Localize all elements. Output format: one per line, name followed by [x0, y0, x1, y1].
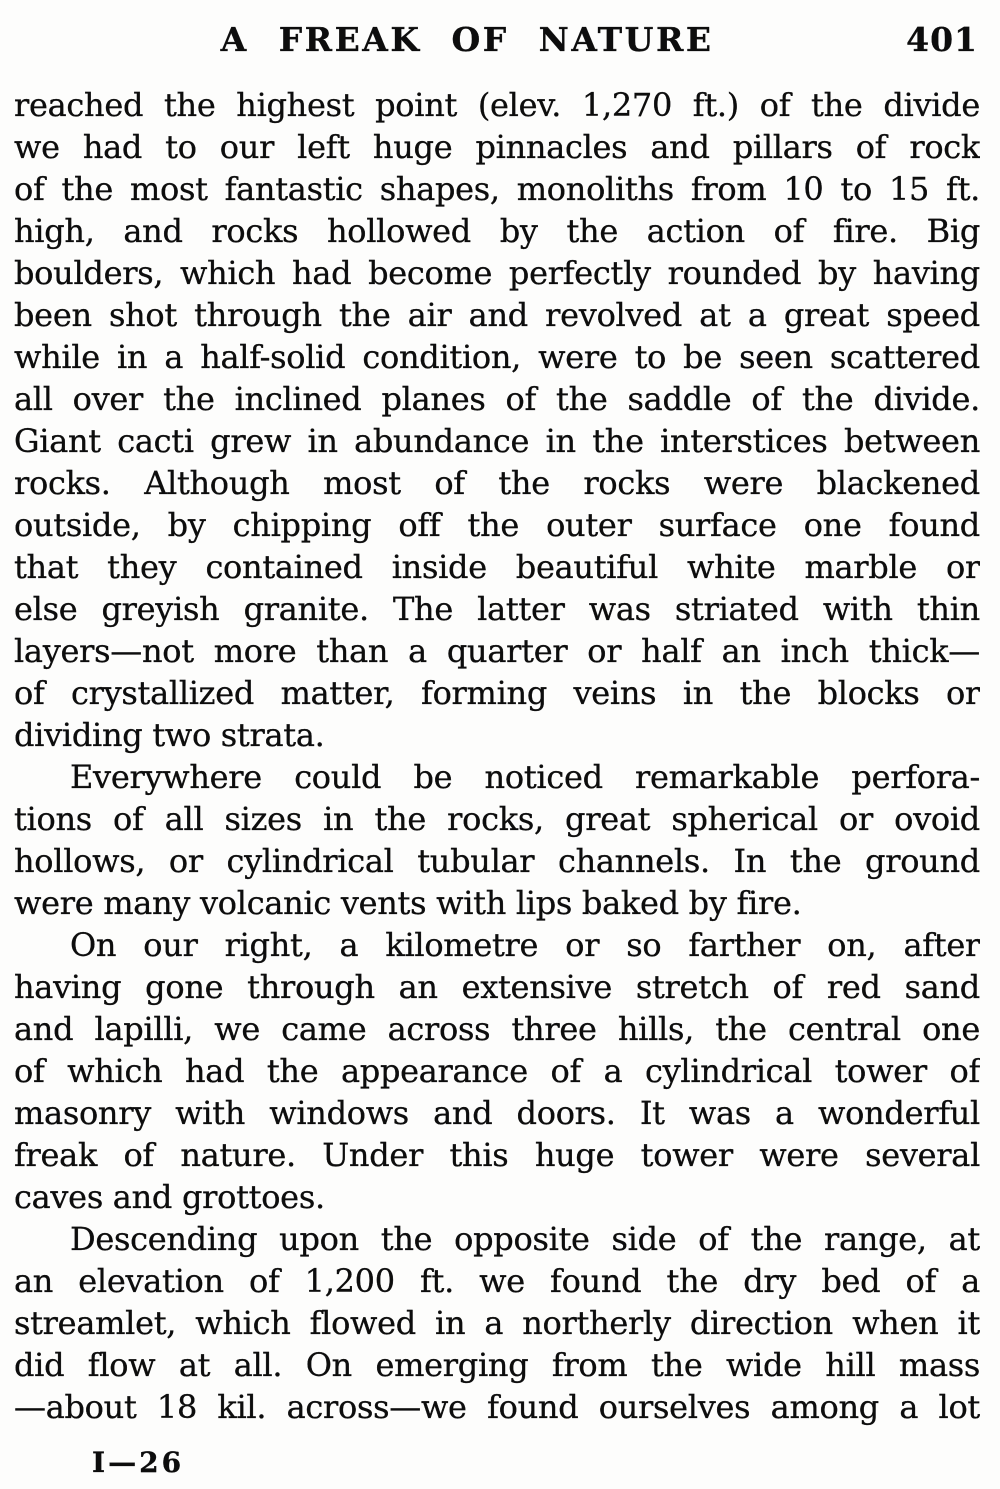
- page-number: 401: [906, 20, 978, 59]
- text-line: been shot through the air and revolved at a great speed: [14, 296, 980, 334]
- text-line: high, and rocks hollowed by the action of fire. Big: [14, 212, 980, 250]
- text-line: reached the highest point (elev. 1,270 ft.) of the divide: [14, 86, 980, 124]
- text-line: freak of nature. Under this huge tower were several: [14, 1136, 980, 1174]
- text-line: and lapilli, we came across three hills, the central one: [14, 1010, 980, 1048]
- text-line: caves and grottoes.: [14, 1178, 325, 1216]
- text-line: masonry with windows and doors. It was a wonderful: [14, 1094, 980, 1132]
- text-line: having gone through an extensive stretch of red sand: [14, 968, 980, 1006]
- text-line: tions of all sizes in the rocks, great spherical or ovoid: [14, 800, 980, 838]
- text-line: were many volcanic vents with lips baked by fire.: [14, 884, 802, 922]
- paragraph: [14, 1218, 980, 1428]
- page-header: [14, 20, 978, 66]
- text-line: we had to our left huge pinnacles and pillars of rock: [14, 128, 980, 166]
- text-line: that they contained inside beautiful white marble or: [14, 548, 980, 586]
- text-line: —about 18 kil. across—we found ourselves among a lot: [14, 1388, 980, 1426]
- running-title: A FREAK OF NATURE: [220, 20, 714, 59]
- text-line: Everywhere could be noticed remarkable perfora-: [70, 758, 980, 796]
- text-line: hollows, or cylindrical tubular channels. In the ground: [14, 842, 980, 880]
- paragraph: [14, 756, 980, 924]
- signature-mark: I—26: [92, 1446, 185, 1479]
- text-line: an elevation of 1,200 ft. we found the dry bed of a: [14, 1262, 980, 1300]
- text-line: layers—not more than a quarter or half an inch thick—: [14, 632, 980, 670]
- text-line: boulders, which had become perfectly rounded by having: [14, 254, 980, 292]
- text-line: Descending upon the opposite side of the range, at: [70, 1220, 980, 1258]
- text-line: On our right, a kilometre or so farther on, after: [70, 926, 980, 964]
- page-body-text: [14, 84, 980, 1428]
- text-line: Giant cacti grew in abundance in the interstices between: [14, 422, 980, 460]
- text-line: else greyish granite. The latter was striated with thin: [14, 590, 980, 628]
- text-line: all over the inclined planes of the saddle of the divide.: [14, 380, 980, 418]
- text-line: of which had the appearance of a cylindrical tower of: [14, 1052, 980, 1090]
- text-line: dividing two strata.: [14, 716, 325, 754]
- text-line: while in a half-solid condition, were to be seen scattered: [14, 338, 980, 376]
- text-line: did flow at all. On emerging from the wide hill mass: [14, 1346, 980, 1384]
- text-line: streamlet, which flowed in a northerly direction when it: [14, 1304, 980, 1342]
- text-line: rocks. Although most of the rocks were blackened: [14, 464, 980, 502]
- text-line: outside, by chipping off the outer surface one found: [14, 506, 980, 544]
- text-line: of crystallized matter, forming veins in the blocks or: [14, 674, 980, 712]
- paragraph: [14, 84, 980, 756]
- text-line: of the most fantastic shapes, monoliths from 10 to 15 ft.: [14, 170, 980, 208]
- paragraph: [14, 924, 980, 1218]
